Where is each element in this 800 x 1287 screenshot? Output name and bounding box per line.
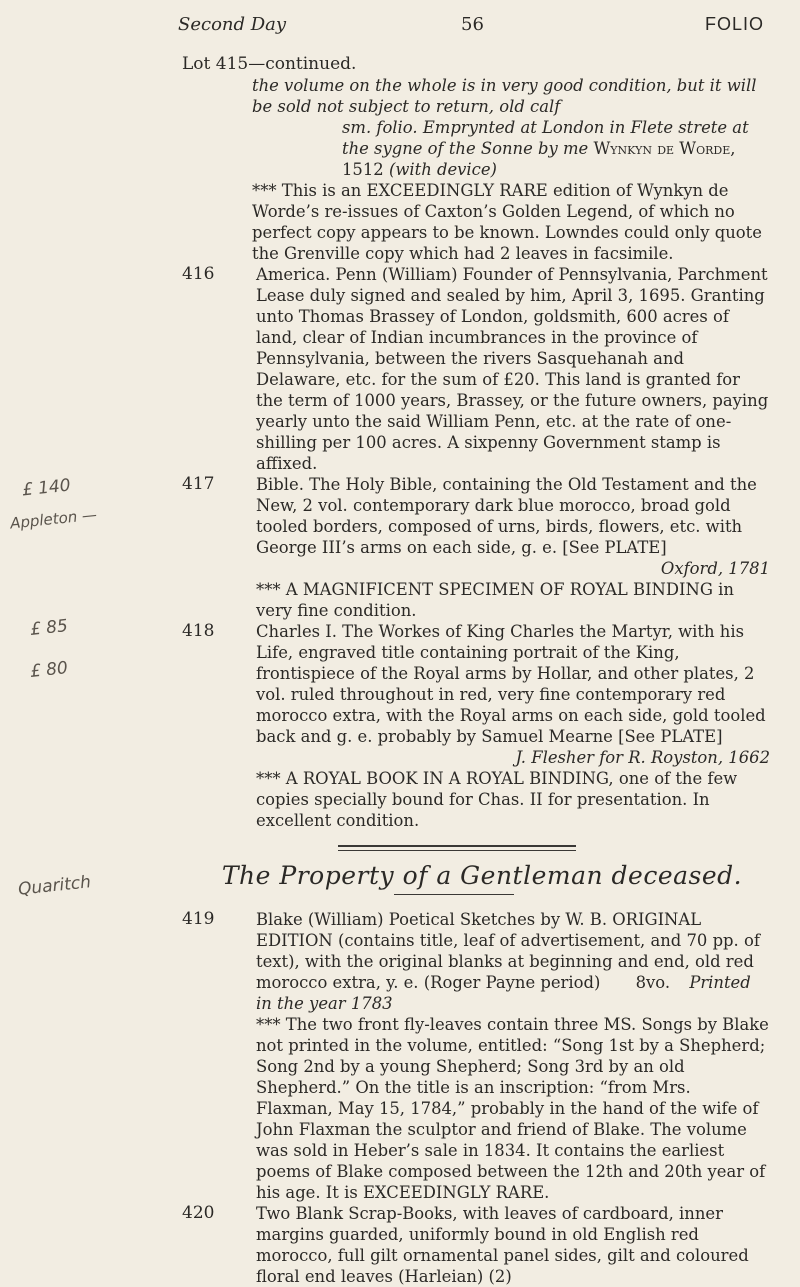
lot-419 (182, 909, 770, 1203)
lot-420 (182, 1203, 770, 1287)
section-rule-top (338, 845, 576, 847)
lot-418-text: Charles I. The Workes of King Charles the Martyr, with his Life, engraved title containing portrait of the King, frontispiece of the Royal arms by Hollar, and other plates, 2 vol. ruled throughout in red, very fine contemporary red morocco extra, with the Royal arms on each side, gold tooled back and g. e. probably by Samuel Mearne [See PLATE] (256, 622, 766, 746)
margin-note-price-417: £ 140 (21, 475, 72, 501)
lot-418-imprint: J. Flesher for R. Royston, 1662 (515, 748, 770, 767)
margin-note-price-418b: £ 80 (29, 658, 69, 682)
lot-417-imprint: Oxford, 1781 (660, 559, 770, 578)
lot-number: 418 (182, 621, 215, 641)
page-header (178, 14, 764, 35)
lot-415-format: sm. folio. (342, 118, 418, 137)
lot-416-text: America. Penn (William) Founder of Pennsylvania, Parchment Lease duly signed and sealed by him, April 3, 1695. Granting unto Thomas Brassey of London, goldsmith, 600 acres of land, clear of Indian incumbrances in the province of Pennsylvania, between the rivers Sasquehanah and Delaware, etc. for the sum of £20. This land is granted for the term of 1000 years, Brassey, or the future owners, paying yearly unto the said William Penn, etc. at the rate of one-shilling per 100 acres. A sixpenny Government stamp is affixed. (256, 265, 769, 473)
lot-417 (182, 474, 770, 621)
section-title: The Property of a Gentleman deceased. (221, 861, 743, 890)
lot-419-note: *** The two front fly-leaves contain three MS. Songs by Blake not printed in the volume, entitled: “Song 1st by a Shepherd; Song 2nd by a young Shepherd; Song 3rd by an old Shepherd.” On the title is an inscription: “from Mrs. Flaxman, May 15, 1784,” probably in the hand of the wife of John Flaxman the sculptor and friend of Blake. The volume was sold in Heber’s sale in 1834. It contains the earliest poems of Blake composed between the 12th and 20th year of his age. It is EXCEEDINGLY RARE. (256, 1015, 769, 1202)
lot-415-printer: Wynkyn de Worde, 1512 (342, 139, 736, 179)
margin-note-price-418a: £ 85 (29, 616, 69, 640)
lot-419-text: Blake (William) Poetical Sketches by W. B. ORIGINAL EDITION (contains title, leaf of advertisement, and 70 pp. of text), with the original blanks at beginning and end, old red morocco extra, y. e. (Roger Payne period) (256, 910, 760, 992)
page-number: 56 (461, 14, 484, 35)
lot-417-text: Bible. The Holy Bible, containing the Old Testament and the New, 2 vol. contemporary dark blue morocco, broad gold tooled borders, composed of urns, birds, flowers, etc. with George III’s arms on each side, g. e. [See PLATE] (256, 475, 757, 557)
lot-416 (182, 264, 770, 474)
lot-number: 420 (182, 1203, 215, 1223)
catalogue-body (182, 54, 770, 1287)
lot-415-device: (with device) (388, 160, 497, 179)
margin-note-buyer-419: Quaritch (17, 872, 92, 900)
lot-415-label: Lot 415—continued. (182, 54, 357, 74)
lot-415-note: *** This is an EXCEEDINGLY RARE edition of Wynkyn de Worde’s re-issues of Caxton’s Golden Legend, of which no perfect copy appears to be known. Lowndes could only quote the Grenville copy which had 2 leaves in facsimile. (252, 181, 762, 263)
lot-415-description: the volume on the whole is in very good condition, but it will be sold not subject to return, old calf (252, 76, 757, 116)
lot-417-note: *** A MAGNIFICENT SPECIMEN OF ROYAL BINDING in very fine condition. (256, 580, 734, 620)
lot-419-imprint: Printed in the year 1783 (256, 973, 751, 1013)
lot-number: 417 (182, 474, 215, 494)
day-label: Second Day (178, 14, 287, 35)
lot-415-imprint: Emprynted at London in Flete strete at the sygne of the Sonne by me (342, 118, 749, 158)
lot-number: 416 (182, 264, 215, 284)
lot-419-format: 8vo. (635, 973, 671, 992)
margin-note-buyer-417: Appleton — (9, 505, 98, 533)
lot-420-text: Two Blank Scrap-Books, with leaves of cardboard, inner margins guarded, uniformly bound in old English red morocco, full gilt ornamental panel sides, gilt and coloured floral end leaves (Harleian) (2) (256, 1204, 749, 1286)
section-rule-bottom (394, 894, 514, 895)
lot-418 (182, 621, 770, 831)
section-rule-top-thin (338, 850, 576, 851)
lot-418-note: *** A ROYAL BOOK IN A ROYAL BINDING, one of the few copies specially bound for Chas. II for presentation. In excellent condition. (256, 769, 738, 830)
lot-415-continued (182, 54, 770, 264)
lot-number: 419 (182, 909, 215, 929)
format-label: FOLIO (704, 14, 764, 34)
